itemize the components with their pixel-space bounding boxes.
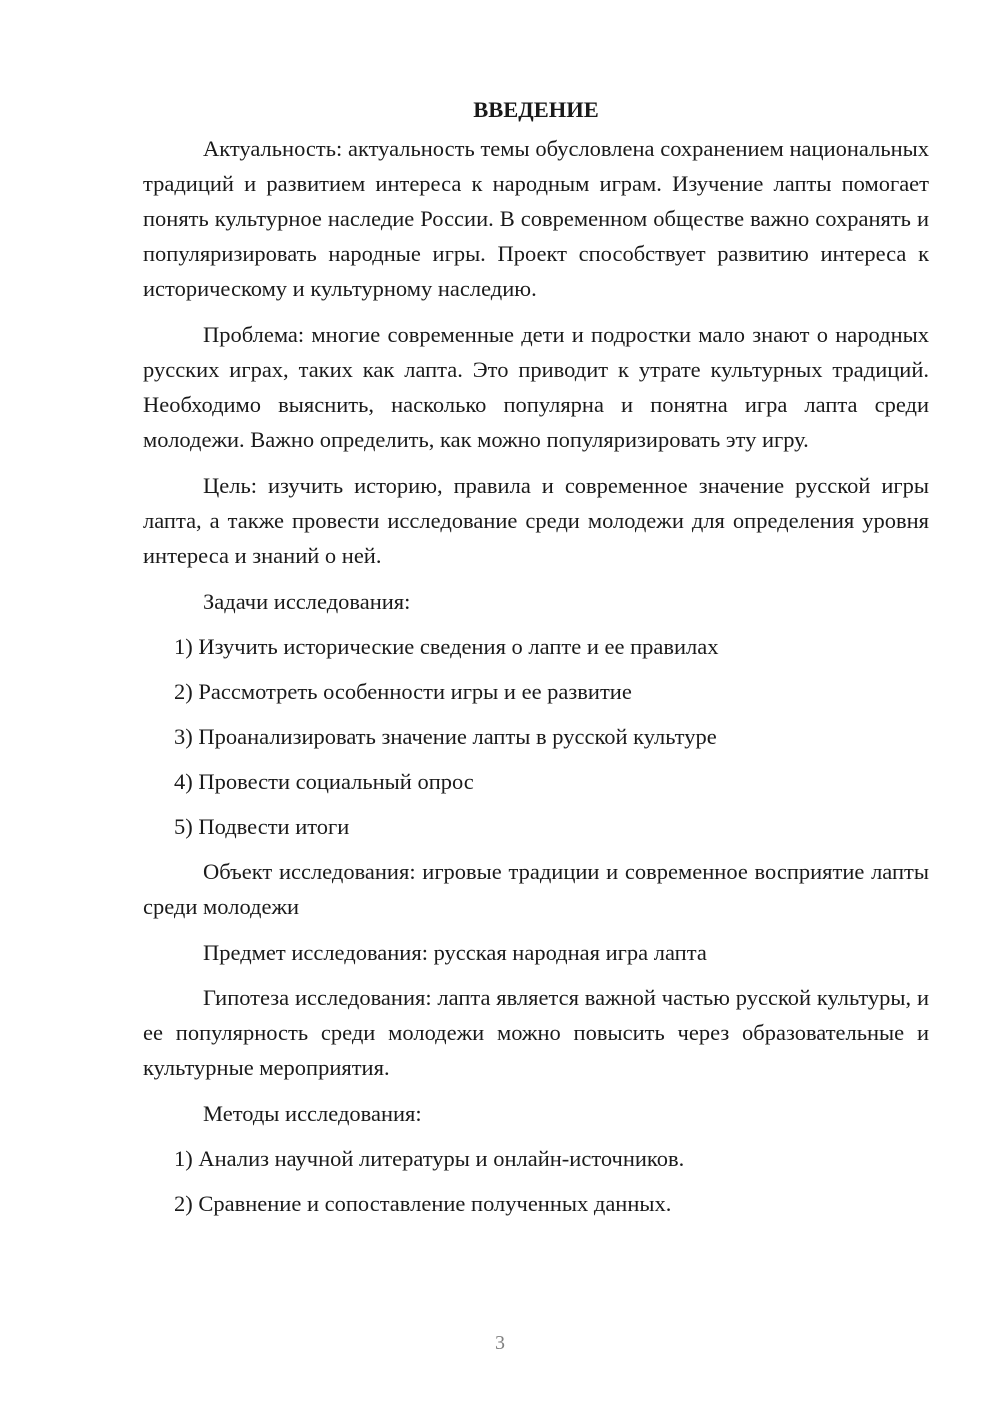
- tasks-list: [143, 629, 929, 844]
- document-page: [143, 92, 929, 1231]
- goal-paragraph: Цель: изучить историю, правила и современное значение русской игры лапта, а также провести исследование среди молодежи для определения уровня интереса и знаний о ней.: [143, 473, 929, 568]
- task-item: 2) Рассмотреть особенности игры и ее развитие: [174, 679, 632, 704]
- task-item: 5) Подвести итоги: [174, 814, 350, 839]
- problem-paragraph: Проблема: многие современные дети и подростки мало знают о народных русских играх, таких как лапта. Это приводит к утрате культурных традиций. Необходимо выяснить, насколько популярна и понятна игра лапта среди молодежи. Важно определить, как можно популяризировать эту игру.: [143, 322, 929, 452]
- relevance-paragraph: Актуальность: актуальность темы обусловлена сохранением национальных традиций и развитием интереса к народным играм. Изучение лапты помогает понять культурное наследие России. В современном обществе важно сохранять и популяризировать народные игры. Проект способствует развитию интереса к историческому и культурному наследию.: [143, 136, 929, 301]
- hypothesis-paragraph: Гипотеза исследования: лапта является важной частью русской культуры, и ее популярность среди молодежи можно повысить через образовательные и культурные мероприятия.: [143, 985, 929, 1080]
- section-heading: ВВЕДЕНИЕ: [473, 97, 599, 122]
- methods-label: Методы исследования:: [203, 1101, 422, 1126]
- task-item: 3) Проанализировать значение лапты в русской культуре: [174, 724, 717, 749]
- subject-paragraph: Предмет исследования: русская народная игра лапта: [203, 940, 707, 965]
- object-paragraph: Объект исследования: игровые традиции и современное восприятие лапты среди молодежи: [143, 859, 929, 919]
- methods-list: [143, 1141, 929, 1221]
- method-item: 2) Сравнение и сопоставление полученных данных.: [174, 1191, 672, 1216]
- page-number: 3: [495, 1332, 505, 1354]
- method-item: 1) Анализ научной литературы и онлайн-источников.: [174, 1146, 685, 1171]
- task-item: 4) Провести социальный опрос: [174, 769, 474, 794]
- tasks-label: Задачи исследования:: [203, 589, 411, 614]
- task-item: 1) Изучить исторические сведения о лапте и ее правилах: [174, 634, 719, 659]
